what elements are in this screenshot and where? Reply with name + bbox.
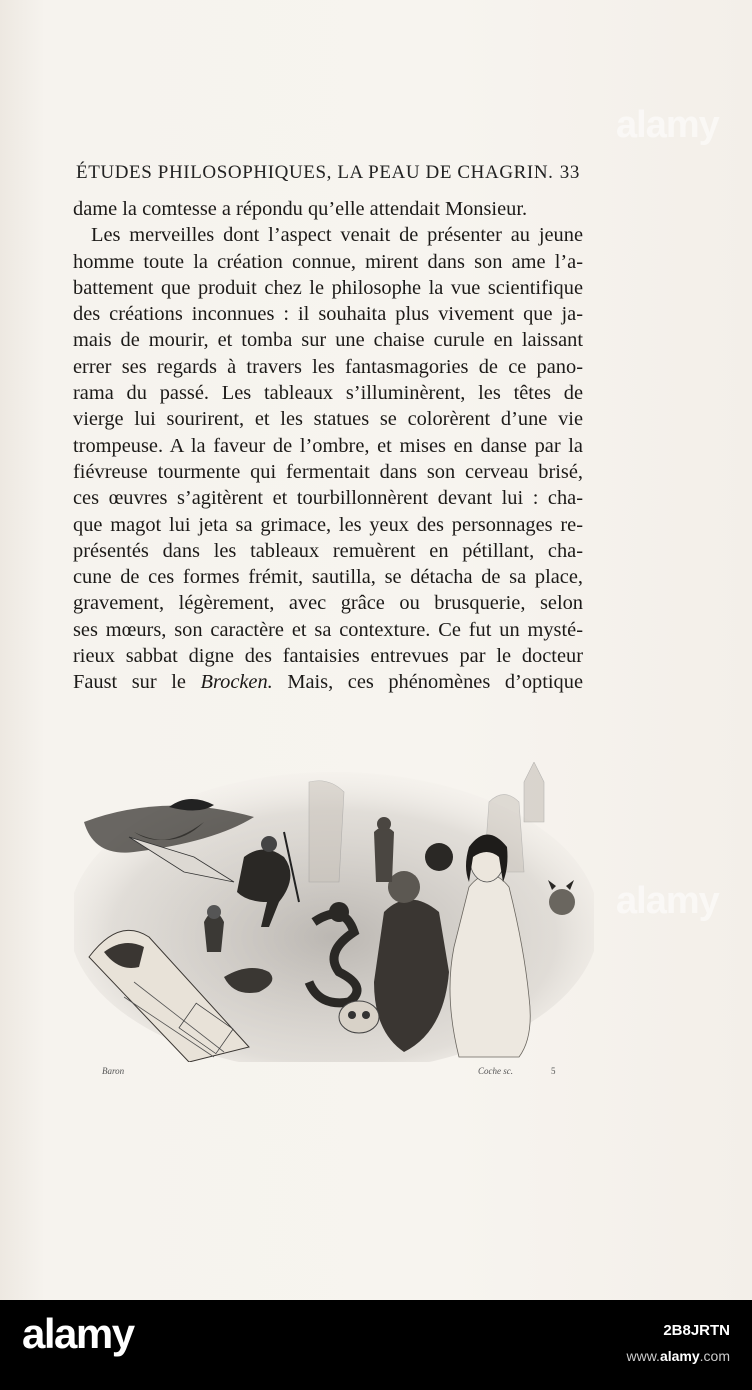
text-line: ses mœurs, son caractère et sa contexture. Ce fut un mysté- bbox=[73, 618, 583, 641]
text-line: trompeuse. A la faveur de l’ombre, et mises en danse par la bbox=[73, 434, 583, 457]
text-line: dame la comtesse a répondu qu’elle attendait Monsieur. bbox=[73, 198, 528, 220]
text-segment: Mais, ces phénomènes d’optique bbox=[272, 671, 583, 694]
running-header bbox=[76, 162, 580, 184]
text-line: des créations inconnues : il souhaita plus vivement que ja- bbox=[73, 303, 583, 326]
text-line: vierge lui sourirent, et les statues se colorèrent d’une vie bbox=[73, 408, 583, 431]
watermark: alamy bbox=[616, 880, 719, 922]
text-line: rieux sabbat digne des fantaisies entrevues par le docteur bbox=[73, 645, 583, 668]
body-text bbox=[73, 196, 583, 696]
plate-number: 5 bbox=[551, 1066, 556, 1076]
engraving-vignette bbox=[74, 762, 594, 1062]
skull bbox=[339, 1001, 379, 1033]
engraving-illustration bbox=[74, 762, 594, 1062]
image-id: 2B8JRTN bbox=[663, 1322, 730, 1339]
text-line-last bbox=[73, 669, 583, 695]
text-line: ces œuvres s’agitèrent et tourbillonnèrent devant lui : cha- bbox=[73, 487, 583, 510]
alamy-logo[interactable]: alamy bbox=[22, 1310, 134, 1357]
text-line: cune de ces formes frémit, sautilla, se détacha de sa place, bbox=[73, 566, 583, 589]
text-line: gravement, légèrement, avec grâce ou brusquerie, selon bbox=[73, 592, 583, 615]
text-line: errer ses regards à travers les fantasmagories de ce pano- bbox=[73, 355, 583, 378]
text-line: présentés dans les tableaux remuèrent en pétillant, cha- bbox=[73, 539, 583, 562]
text-line: que magot lui jeta sa grimace, les yeux des personnages re- bbox=[73, 513, 583, 536]
text-line: battement que produit chez le philosophe la vue scientifique bbox=[73, 276, 583, 299]
site-suffix: .com bbox=[699, 1348, 730, 1364]
text-line: rama du passé. Les tableaux s’illuminèrent, les têtes de bbox=[73, 382, 583, 405]
text-line: fiévreuse tourmente qui fermentait dans son cerveau brisé, bbox=[73, 460, 583, 483]
site-prefix: www. bbox=[626, 1348, 660, 1364]
watermark: alamy bbox=[616, 104, 719, 146]
site-brand: alamy bbox=[659, 1348, 700, 1364]
page-number: 33 bbox=[559, 162, 580, 183]
italic-word: Brocken. bbox=[200, 671, 273, 694]
site-url[interactable] bbox=[627, 1348, 731, 1364]
text-line: mais de mourir, et tomba sur une chaise curule en laissant bbox=[73, 329, 583, 352]
text-line: homme toute la création connue, mirent dans son ame l’a- bbox=[73, 250, 583, 273]
engraver-signature: Coche sc. bbox=[478, 1066, 513, 1076]
running-title: ÉTUDES PHILOSOPHIQUES, LA PEAU DE CHAGRIN. bbox=[76, 162, 554, 183]
text-line: Les merveilles dont l’aspect venait de présenter au jeune bbox=[91, 224, 583, 247]
text-segment: Faust sur le bbox=[73, 671, 201, 694]
artist-signature: Baron bbox=[102, 1066, 125, 1076]
